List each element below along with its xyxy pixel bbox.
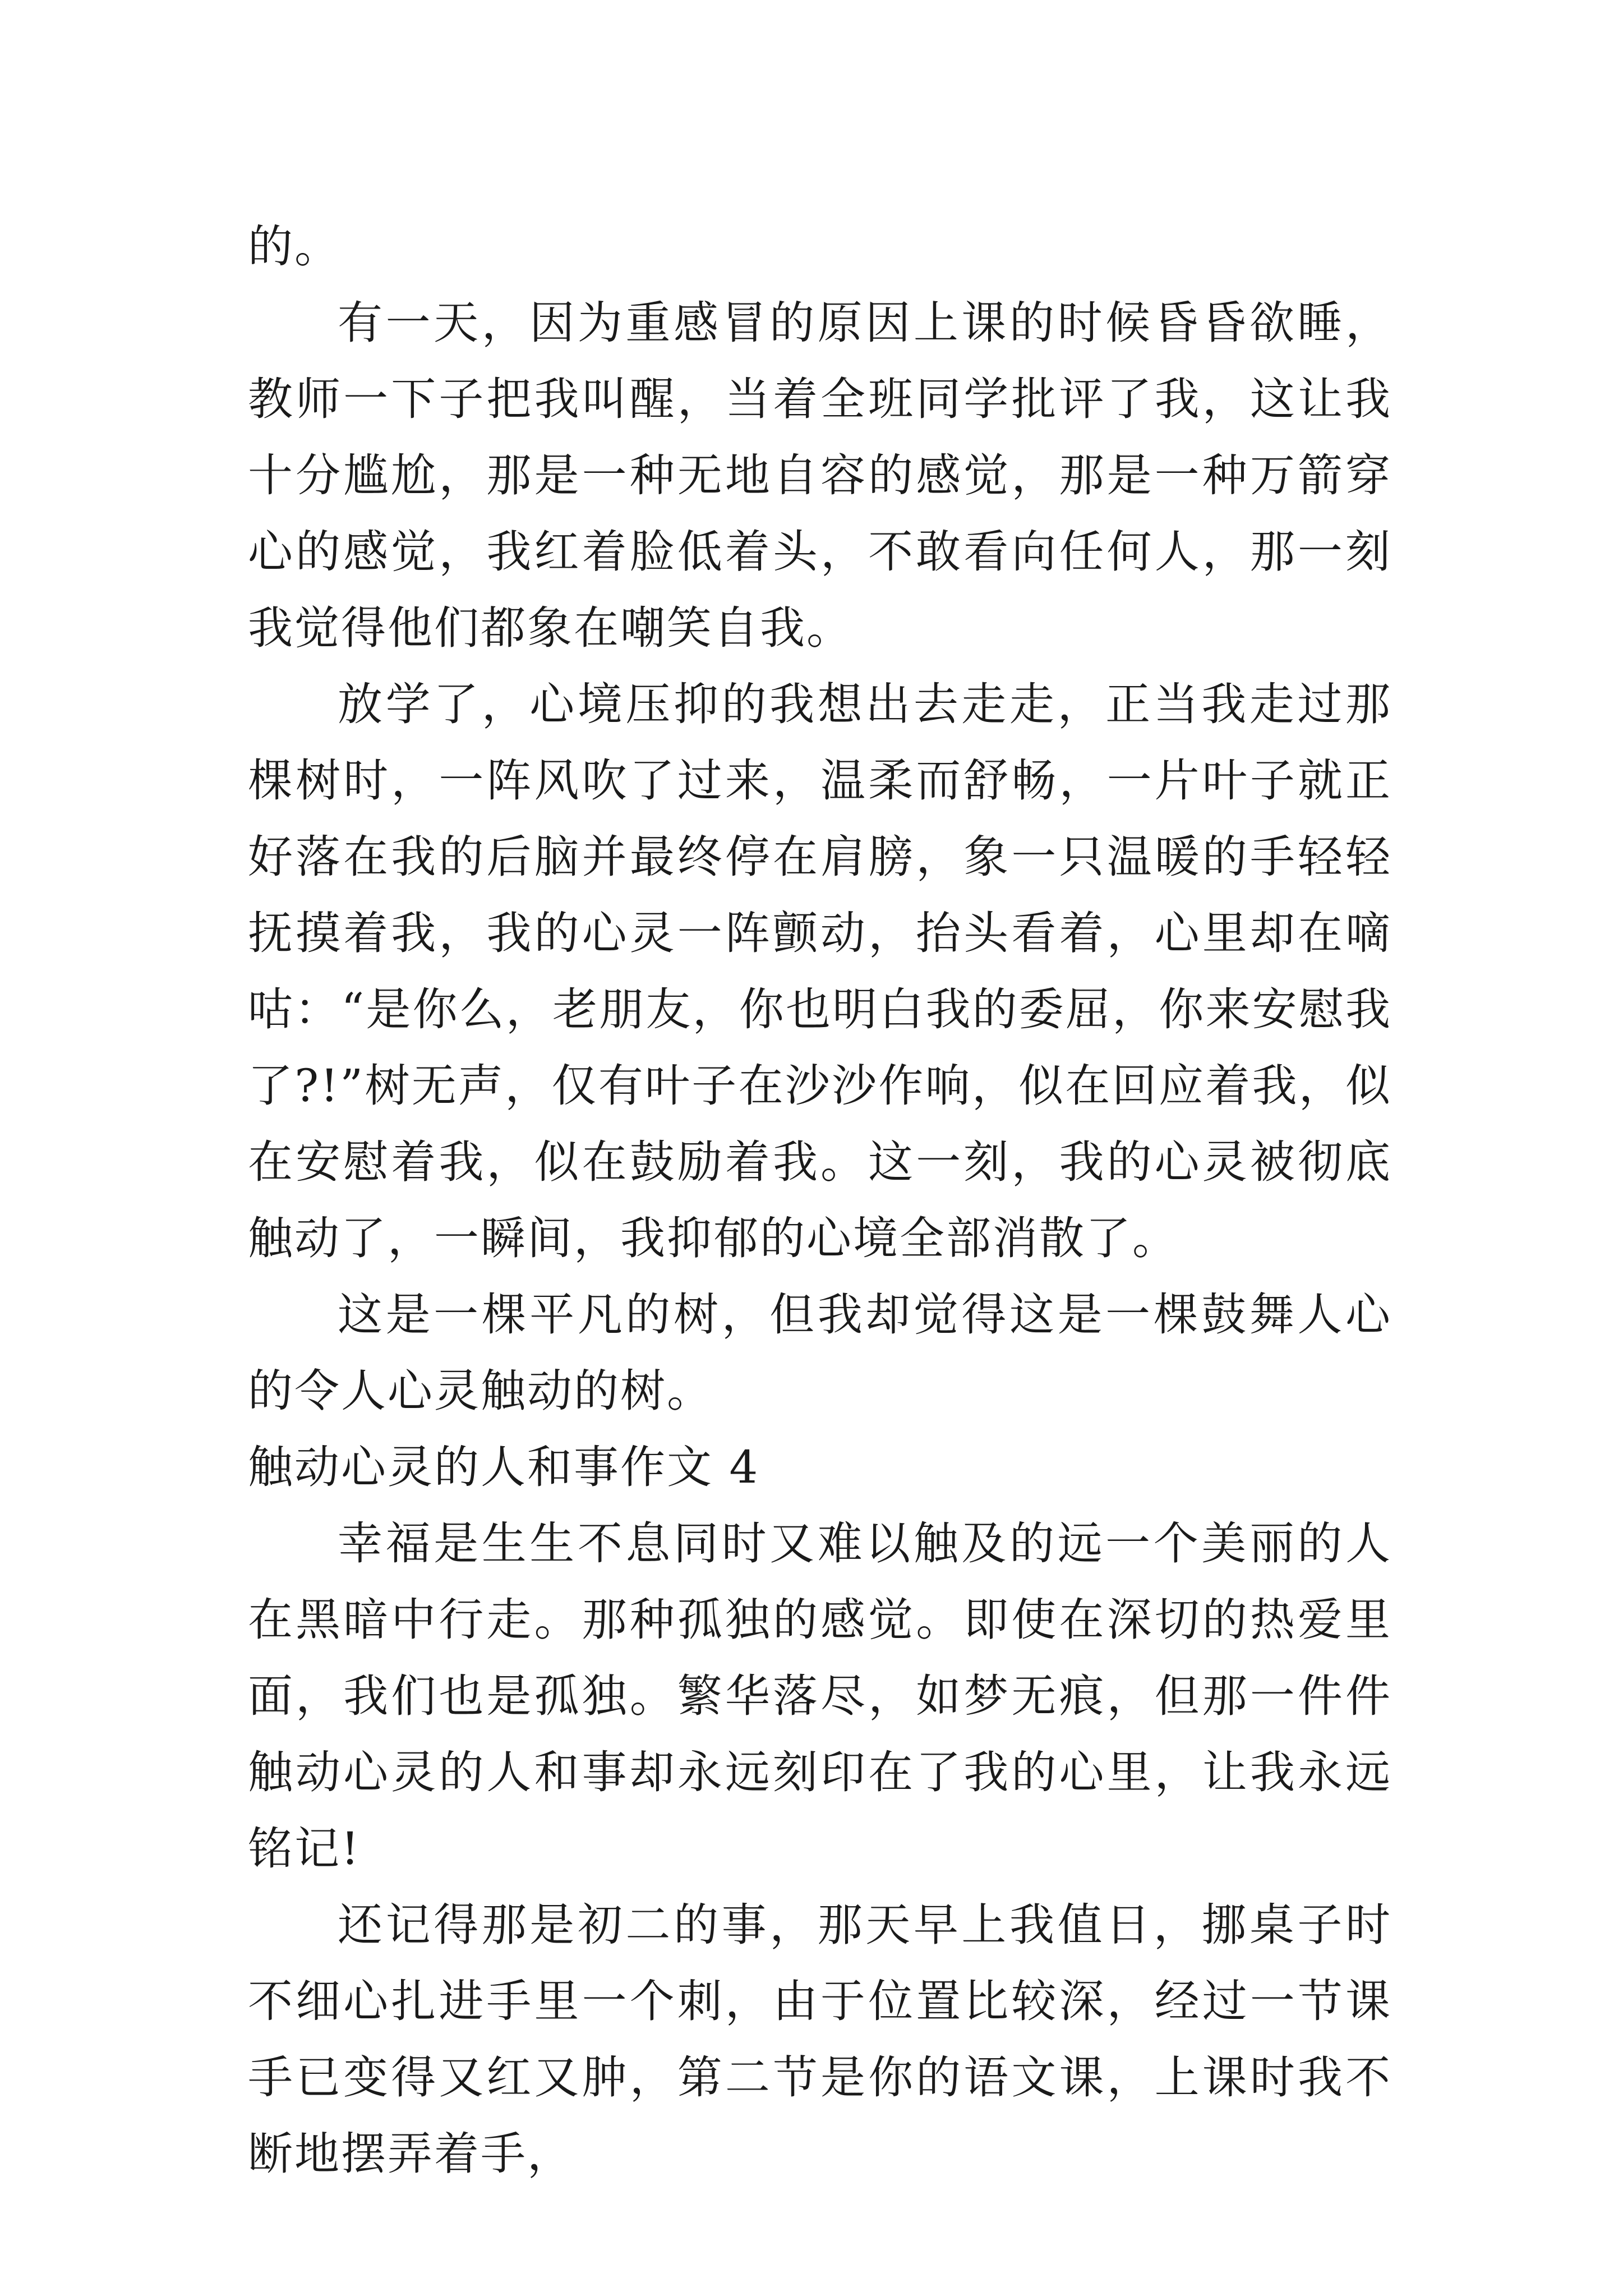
document-body <box>248 209 1392 2192</box>
paragraph: 幸福是生生不息同时又难以触及的远一个美丽的人在黑暗中行走。那种孤独的感觉。即使在深切的热爱里面，我们也是孤独。繁华落尽，如梦无痕，但那一件件触动心灵的人和事却永远刻印在了我的心里，让我永远铭记! <box>248 1517 1392 1875</box>
paragraph: 这是一棵平凡的树，但我却觉得这是一棵鼓舞人心的令人心灵触动的树。 <box>248 1289 1392 1417</box>
section-heading: 触动心灵的人和事作文 4 <box>248 1441 760 1493</box>
paragraph: 有一天，因为重感冒的原因上课的时候昏昏欲睡，教师一下子把我叫醒，当着全班同学批评了我，这让我十分尴尬，那是一种无地自容的感觉，那是一种万箭穿心的感觉，我红着脸低着头，不敢看向任何人，那一刻我觉得他们都象在嘲笑自我。 <box>248 297 1392 654</box>
paragraph: 放学了，心境压抑的我想出去走走，正当我走过那棵树时，一阵风吹了过来，温柔而舒畅，一片叶子就正好落在我的后脑并最终停在肩膀，象一只温暖的手轻轻抚摸着我，我的心灵一阵颤动，抬头看着，心里却在嘀咕：“是你么，老朋友，你也明白我的委屈，你来安慰我了?!”树无声，仅有叶子在沙沙作响，似在回应着我，似在安慰着我，似在鼓励着我。这一刻，我的心灵被彻底触动了，一瞬间，我抑郁的心境全部消散了。 <box>248 678 1392 1264</box>
paragraph: 还记得那是初二的事，那天早上我值日，挪桌子时不细心扎进手里一个刺，由于位置比较深，经过一节课手已变得又红又肿，第二节是你的语文课，上课时我不断地摆弄着手， <box>248 1899 1392 2180</box>
paragraph-continuation: 的。 <box>248 220 341 273</box>
